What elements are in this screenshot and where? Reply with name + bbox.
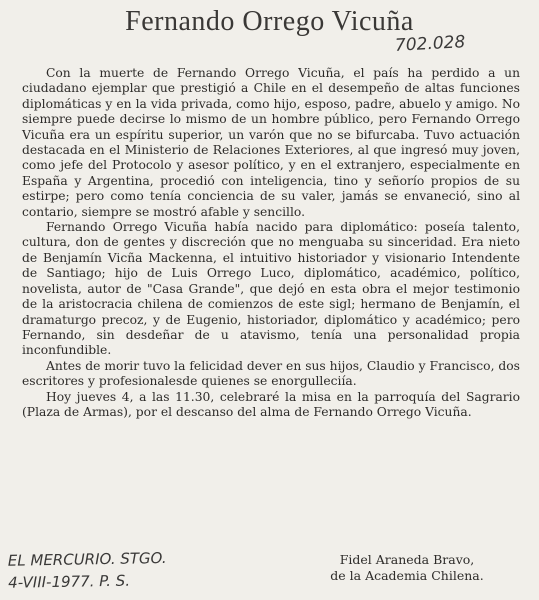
paragraph-3: Antes de morir tuvo la felicidad dever en sus hijos, Claudio y Francisco, dos escritores y profesionalesde quienes se enorgulleciía. (22, 358, 520, 389)
paragraph-1: Con la muerte de Fernando Orrego Vicuña, el país ha perdido a un ciudadano ejemplar que prestigió a Chile en el desempeño de altas funciones diplomáticas y en la vida privada, como hijo, esposo, padre, abuelo y amigo. No siempre puede decirse lo mismo de un hombre público, pero Fernando Orrego Vicuña era un espíritu superior, un varón que no se bifurcaba. Tuvo actuación destacada en el Ministerio de Relaciones Exteriores, al que ingresó muy joven, como jefe del Protocolo y asesor político, y en el extranjero, especialmente en España y Argentina, procedió con inteligencia, tino y señorío propios de su estirpe; pero como tenía conciencia de su valer, jamás se envaneció, sino al contario, siempre se mostró afable y sencillo. (22, 66, 520, 219)
archive-code: 702.028 (394, 32, 466, 56)
handwritten-source-note (8, 546, 209, 593)
paragraph-2: Fernando Orrego Vicuña había nacido para diplomático: poseía talento, cultura, don de gentes y discreción que no menguaba su sinceridad. Era nieto de Benjamín Vicña Mackenna, el intuitivo historiador y visionario Intendente de Santiago; hijo de Luis Orrego Luco, diplomático, académico, político, novelista, autor de "Casa Grande", que dejó en esta obra el mejor testimonio de la aristocracia chilena de comienzos de este sigl; hermano de Benjamín, el dramaturgo precoz, y de Eugenio, historiador, diplomático y académico; pero Fernando, sin desdeñar de u atavismo, tenía una personalidad propia inconfundible. (22, 220, 520, 358)
article-body (22, 66, 520, 420)
author-name: Fidel Araneda Bravo, (339, 552, 475, 567)
author-signature (302, 552, 512, 584)
paragraph-4: Hoy jueves 4, a las 11.30, celebraré la misa en la parroquía del Sagrario (Plaza de Armas), por el descanso del alma de Fernando Orrego Vicuña. (22, 389, 520, 419)
article-title: Fernando Orrego Vicuña (125, 6, 414, 37)
author-affiliation: de la Academia Chilena. (330, 568, 484, 583)
handwritten-date: 4-VIII-1977. P. S. (8, 571, 131, 592)
handwritten-source: EL MERCURIO. STGO. (7, 548, 167, 570)
